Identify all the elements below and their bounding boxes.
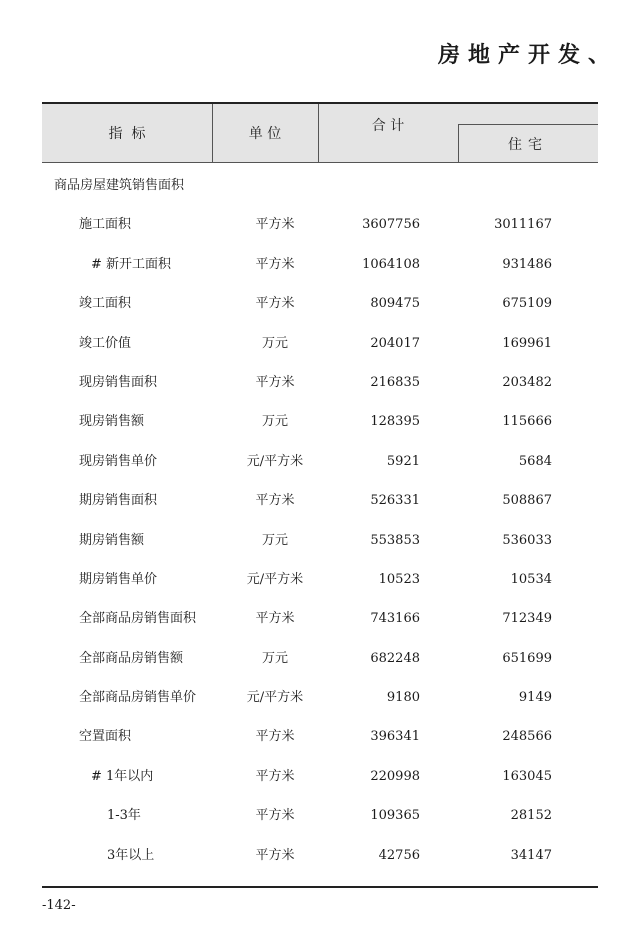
header-total: 合 计 <box>371 118 405 134</box>
row-total: 216835 <box>370 374 420 390</box>
row-unit: 平方米 <box>255 217 295 233</box>
row-residential: 115666 <box>502 414 552 430</box>
row-name: 现房销售面积 <box>79 374 158 390</box>
table-row <box>0 523 640 562</box>
table-row <box>0 719 640 758</box>
row-residential <box>460 168 552 207</box>
row-total: 5921 <box>386 453 420 469</box>
table-row <box>0 562 640 601</box>
row-total: 1064108 <box>362 256 420 272</box>
data-table <box>0 168 640 877</box>
row-residential: 536033 <box>502 532 552 548</box>
row-unit: 平方米 <box>255 296 295 312</box>
row-unit: 平方米 <box>255 611 295 627</box>
row-name: 施工面积 <box>79 217 132 233</box>
row-residential: 931486 <box>502 256 552 272</box>
row-name: 全部商品房销售单价 <box>79 690 197 706</box>
row-unit: 平方米 <box>255 729 295 745</box>
row-residential: 203482 <box>502 374 552 390</box>
row-unit: 平方米 <box>255 847 295 863</box>
table-row <box>0 168 640 207</box>
table-row <box>0 326 640 365</box>
row-unit: 平方米 <box>255 808 295 824</box>
row-unit: 平方米 <box>255 493 295 509</box>
page-title: 房地产开发、 <box>437 42 618 68</box>
row-unit: 万元 <box>261 335 288 351</box>
table-row <box>0 365 640 404</box>
table-row <box>0 207 640 246</box>
row-residential: 712349 <box>502 611 552 627</box>
row-unit: 万元 <box>261 532 288 548</box>
row-total: 109365 <box>370 808 420 824</box>
row-name: 全部商品房销售面积 <box>79 611 197 627</box>
row-unit: 平方米 <box>255 374 295 390</box>
header-unit: 单 位 <box>248 126 282 142</box>
row-total: 10523 <box>378 571 420 587</box>
row-total: 809475 <box>370 296 420 312</box>
row-residential: 9149 <box>518 690 552 706</box>
row-residential: 248566 <box>502 729 552 745</box>
row-total: 526331 <box>370 493 420 509</box>
row-name: 3年以上 <box>107 847 155 863</box>
row-name: 1-3年 <box>107 808 141 824</box>
row-unit: 元/平方米 <box>246 571 304 587</box>
row-residential: 651699 <box>502 650 552 666</box>
table-row <box>0 798 640 837</box>
row-total: 3607756 <box>362 217 420 233</box>
row-total <box>320 168 420 207</box>
row-name: 期房销售单价 <box>79 571 158 587</box>
table-row <box>0 680 640 719</box>
table-bottom-rule <box>42 886 598 888</box>
table-row <box>0 601 640 640</box>
row-total: 682248 <box>370 650 420 666</box>
table-row <box>0 286 640 325</box>
table-row <box>0 759 640 798</box>
row-name: 期房销售额 <box>79 532 145 548</box>
row-name: # 新开工面积 <box>91 256 172 272</box>
row-name: 现房销售额 <box>79 414 145 430</box>
row-residential: 508867 <box>502 493 552 509</box>
row-unit: 平方米 <box>255 256 295 272</box>
row-residential: 3011167 <box>494 217 552 233</box>
row-name: 期房销售面积 <box>79 493 158 509</box>
table-row <box>0 444 640 483</box>
row-name: 竣工价值 <box>79 335 132 351</box>
row-name: 商品房屋建筑销售面积 <box>54 178 185 193</box>
table-row <box>0 247 640 286</box>
table-row <box>0 641 640 680</box>
table-row <box>0 483 640 522</box>
row-residential: 34147 <box>510 847 552 863</box>
row-total: 396341 <box>370 729 420 745</box>
row-residential: 163045 <box>502 768 552 784</box>
header-residential: 住宅 <box>508 137 548 153</box>
row-unit: 万元 <box>261 414 288 430</box>
table-row <box>0 838 640 877</box>
row-residential: 169961 <box>502 335 552 351</box>
row-total: 9180 <box>386 690 420 706</box>
row-residential: 5684 <box>518 453 552 469</box>
row-residential: 675109 <box>502 296 552 312</box>
header-indicator: 指 标 <box>108 126 146 142</box>
row-unit: 元/平方米 <box>246 690 304 706</box>
row-name: 竣工面积 <box>79 296 132 312</box>
row-name: # 1年以内 <box>91 768 154 784</box>
row-total: 743166 <box>370 611 420 627</box>
row-total: 220998 <box>370 768 420 784</box>
row-total: 204017 <box>370 335 420 351</box>
row-residential: 10534 <box>510 571 552 587</box>
row-unit: 元/平方米 <box>246 453 304 469</box>
page-number: -142- <box>42 898 76 913</box>
row-total: 128395 <box>370 414 420 430</box>
row-unit: 万元 <box>261 650 288 666</box>
row-total: 42756 <box>378 847 420 863</box>
row-residential: 28152 <box>510 808 552 824</box>
row-total: 553853 <box>370 532 420 548</box>
row-name: 空置面积 <box>79 729 132 745</box>
row-name: 现房销售单价 <box>79 453 158 469</box>
row-unit: 平方米 <box>255 768 295 784</box>
table-row <box>0 404 640 443</box>
row-name: 全部商品房销售额 <box>79 650 184 666</box>
